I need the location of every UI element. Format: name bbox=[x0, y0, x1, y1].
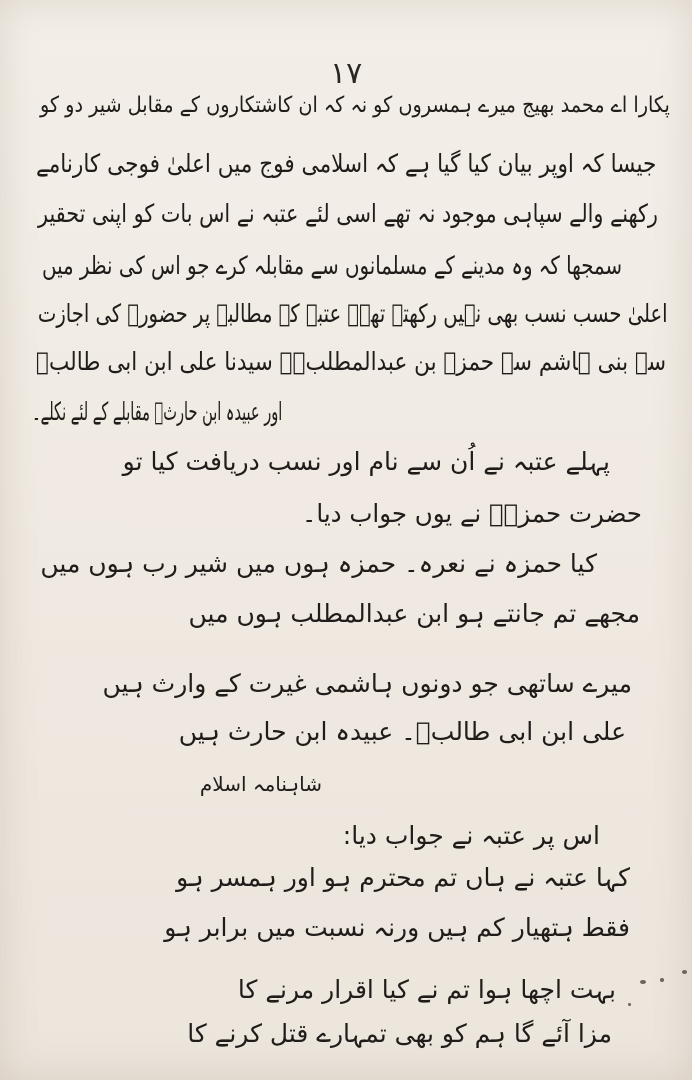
text-line-3: رکھنے والے سپاہی موجود نہ تھے اسی لئے عتبہ نے اس بات کو اپنی تحقیر bbox=[38, 199, 658, 228]
text-line-12: میرے ساتھی جو دونوں ہاشمی غیرت کے وارث ہیں bbox=[102, 669, 632, 698]
text-line-10: کیا حمزہ نے نعرہ۔ حمزہ ہوں میں شیر رب ہوں میں bbox=[40, 549, 597, 578]
text-line-7: اور عبیدہ ابن حارثؓ مقابلے کے لئے نکلے۔ bbox=[31, 397, 282, 426]
paper-speck bbox=[682, 970, 687, 974]
text-line-19: مزا آئے گا ہم کو بھی تمہارے قتل کرنے کا bbox=[187, 1019, 612, 1048]
text-line-15: اس پر عتبہ نے جواب دیا: bbox=[342, 821, 600, 850]
text-line-11: مجھے تم جانتے ہو ابن عبدالمطلب ہوں میں bbox=[188, 599, 640, 628]
text-line-17: فقط ہتھیار کم ہیں ورنہ نسبت میں برابر ہو bbox=[164, 913, 630, 942]
text-line-1: پکارا اے محمد بھیج میرے ہمسروں کو نہ کہ ان کاشتکاروں کے مقابل شیر دو کو bbox=[40, 93, 670, 118]
text-line-8: پہلے عتبہ نے اُن سے نام اور نسب دریافت کیا تو bbox=[122, 447, 610, 476]
text-line-4: سمجھا کہ وہ مدینے کے مسلمانوں سے مقابلہ کرے جو اس کی نظر میں bbox=[41, 251, 622, 280]
paper-speck bbox=[640, 980, 646, 984]
text-line-5: اعلیٰ حسب نسب بھی نہیں رکھتے تھے۔ عتبہ کے مطالبے پر حضورؐ کی اجازت bbox=[38, 299, 668, 328]
text-line-16: کہا عتبہ نے ہاں تم محترم ہو اور ہمسر ہو bbox=[176, 863, 630, 892]
text-line-18: بہت اچھا ہوا تم نے کیا اقرار مرنے کا bbox=[237, 975, 616, 1004]
page-number: ۱۷ bbox=[330, 56, 363, 91]
text-line-14: شاہنامہ اسلام bbox=[199, 772, 322, 796]
paper-speck bbox=[660, 978, 664, 982]
text-line-13: علی ابن ابی طالبؓ۔ عبیدہ ابن حارث ہیں bbox=[178, 717, 626, 746]
text-line-9: حضرت حمزہؓ نے یوں جواب دیا۔ bbox=[302, 499, 642, 528]
text-line-6: سے بنی ہاشم سے حمزہ بن عبدالمطلبؓ۔ سیدنا علی ابن ابی طالبؓ bbox=[35, 347, 666, 376]
paper-speck bbox=[628, 1003, 631, 1006]
text-line-2: جیسا کہ اوپر بیان کیا گیا ہے کہ اسلامی فوج میں اعلیٰ فوجی کارنامے bbox=[35, 149, 656, 178]
